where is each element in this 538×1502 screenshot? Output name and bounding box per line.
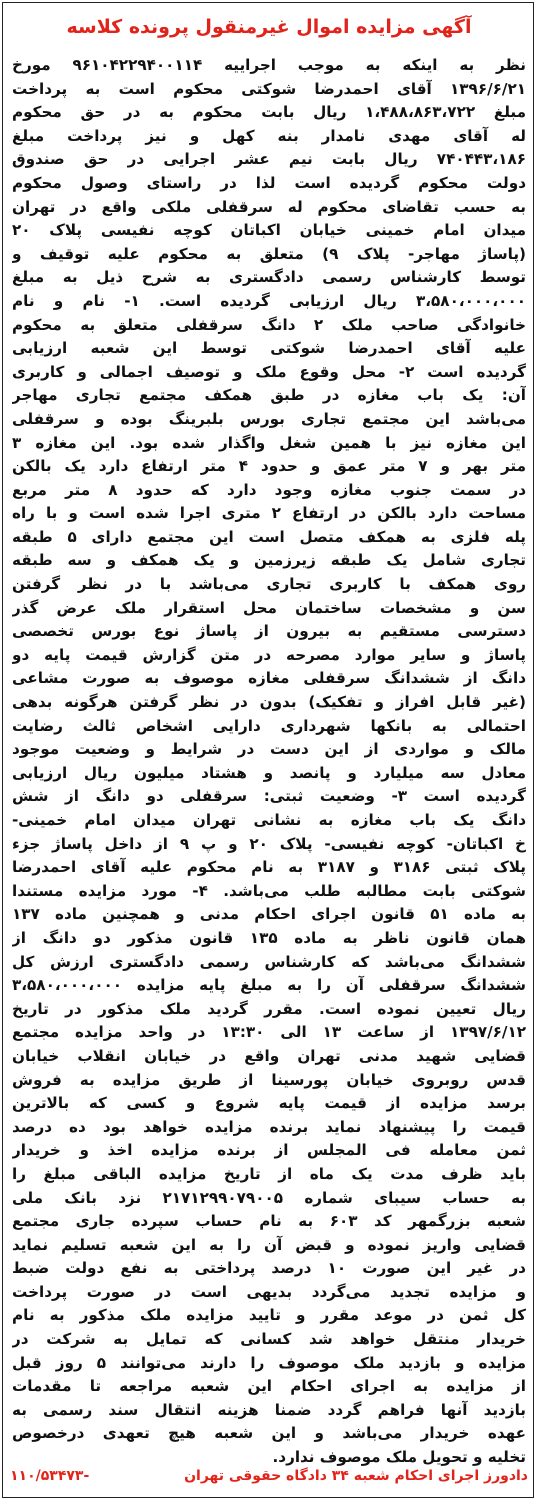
notice-line: به حسب تقاضای محکوم له سرقفلی ملکی واقع در تهران <box>12 197 526 216</box>
notice-line: قضایی واریز نموده و قبض آن را به این شعبه تسلیم نماید <box>12 1235 526 1254</box>
notice-line: دولت محکوم گردیده است لذا در راستای وصول محکوم <box>12 173 526 192</box>
notice-line: خانوادگی صاحب ملک ۲ دانگ سرقفلی متعلق به محکوم <box>12 315 526 334</box>
notice-line: این مغازه نیز با همین شغل واگذار شده بود. این مغازه ۳ <box>12 433 526 452</box>
notice-line: قضایی شهید مدنی تهران واقع در خیابان انقلاب خیابان <box>12 1046 526 1065</box>
notice-body <box>12 54 526 1467</box>
notice-title: آگهی مزایده اموال غیرمنقول پرونده کلاسه <box>66 16 472 38</box>
notice-line: خ اکباتان- کوچه نفیسی- پلاک ۲۰ و پ ۹ از داخل پاساژ جزء <box>12 834 526 853</box>
notice-line: ششدانگ سرقفلی آن را به مبلغ پایه مزایده ۳،۵۸۰،۰۰۰،۰۰۰ <box>12 976 526 995</box>
notice-line: به حساب سیبای شماره ۲۱۷۱۲۹۹۰۷۹۰۰۵ نزد بانک ملی <box>12 1188 526 1207</box>
notice-line: قدس روبروی خیابان پورسینا از طریق مزایده به فروش <box>12 1070 526 1089</box>
notice-line: تخلیه و تحویل ملک موصوف ندارد. <box>272 1448 526 1467</box>
notice-line: معادل سه میلیارد و پانصد و هشتاد میلیون ریال ارزیابی <box>12 763 526 782</box>
notice-line: ثمن معامله فی المجلس از برنده مزایده اخذ و خریدار <box>12 1141 526 1160</box>
notice-line: می‌باشد این مجتمع تجاری بورس بلبرینگ بوده و سرقفلی <box>12 409 526 428</box>
notice-line: متر بهر و ۷ متر عمق و حدود ۴ متر ارتفاع دارد یک بالکن <box>12 457 526 476</box>
notice-line: دانگ یک باب مغازه به نشانی تهران میدان امام خمینی- <box>12 811 526 829</box>
notice-line: و مزایده تجدید می‌گردد بدیهی است در صورت پرداخت <box>12 1282 526 1301</box>
notice-line: از مزایده به اجرای احکام این شعبه مراجعه تا مقدمات <box>12 1377 526 1396</box>
notice-footer <box>10 1468 528 1490</box>
notice-line: پاساژ و سایر موارد مصرحه در متن گزارش قیمت پایه دو <box>12 645 526 664</box>
notice-line: نظر به اینکه به موجب اجراییه ۹۶۱۰۴۲۲۹۴۰۰۱۱۴ مورخ <box>12 56 526 74</box>
notice-line: عهده خریدار می‌باشد و این شعبه هیچ تعهدی درخصوص <box>12 1424 526 1443</box>
notice-line: ششدانگ می‌باشد که کارشناس رسمی دادگستری ارزش کل <box>12 952 526 971</box>
notice-line: ۷۴۰۴۴۳،۱۸۶ ریال بابت نیم عشر اجرایی در حق صندوق <box>12 150 526 169</box>
signature: دادورز اجرای احکام شعبه ۳۴ دادگاه حقوقی تهران <box>184 1468 528 1484</box>
notice-line: (غیر قابل افراز و تفکیک) بدون در نظر گرفتن هرگونه بدهی <box>12 693 526 712</box>
notice-line: گردیده است ۲- محل وقوع ملک و توصیف اجمالی و کاربری <box>12 362 526 381</box>
notice-line: همان قانون ناظر به ماده ۱۳۵ قانون مذکور دو دانگ از <box>12 928 526 947</box>
notice-line: ۱۳۹۶/۶/۲۱ آقای احمدرضا شوکتی محکوم است به پرداخت <box>12 79 526 98</box>
notice-line: شوکتی بابت مطالبه طلب می‌باشد. ۴- مورد مزایده مستندا <box>12 881 526 900</box>
notice-line: دسترسی مستقیم به بیرون از پاساژ نوع بورس تخصصی <box>12 622 526 641</box>
notice-line: علیه آقای احمدرضا شوکتی توسط این شعبه ارزیابی <box>12 339 526 358</box>
notice-line: در غیر این صورت ۱۰ درصد پرداختی به نفع دولت ضبط <box>12 1259 526 1278</box>
notice-line: دانگ از ششدانگ سرقفلی مغازه موصوف به صورت مشاعی <box>12 669 526 688</box>
notice-line: به ماده ۵۱ قانون اجرای احکام مدنی و همچنین ماده ۱۳۷ <box>12 905 526 924</box>
notice-line: سن و مشخصات ساختمان محل استقرار ملک عرض گذر <box>12 598 526 617</box>
notice-line: شعبه بزرگمهر کد ۶۰۳ به نام حساب سپرده جاری مجتمع <box>12 1212 526 1231</box>
notice-line: (پاساژ مهاجر- پلاک ۹) متعلق به محکوم علیه توقیف و <box>12 244 526 263</box>
notice-line: بازدید آنها فراهم گردد ضمنا هزینه انتقال سند رسمی به <box>12 1400 526 1419</box>
notice-line: ۳،۵۸۰،۰۰۰،۰۰۰ ریال ارزیابی گردیده است. ۱- نام و نام <box>12 291 526 310</box>
notice-line: خریدار منتقل خواهد شد کسانی که تمایل به شرکت در <box>12 1330 526 1349</box>
notice-line: مزایده و بازدید ملک موصوف را دارند می‌توانند ۵ روز قبل <box>12 1353 526 1372</box>
notice-line: در سمت جنوب مغازه وجود دارد که حدود ۸ متر مربع <box>12 480 526 499</box>
notice-line: مبلغ ۱،۴۸۸،۸۶۳،۷۲۲ ریال بابت محکوم به در حق محکوم <box>12 103 526 122</box>
notice-line: پله فلزی به همکف متصل است این مجتمع دارای ۵ طبقه <box>12 527 526 546</box>
notice-line: پلاک ثبتی ۳۱۸۶ و ۳۱۸۷ به نام محکوم علیه آقای احمدرضا <box>12 858 526 877</box>
notice-line: قیمت را پیشنهاد نماید برنده مزایده خواهد بود ده درصد <box>12 1117 526 1136</box>
notice-line: توسط کارشناس رسمی دادگستری به شرح ذیل به مبلغ <box>12 268 526 287</box>
notice-line: ۱۳۹۷/۶/۱۲ از ساعت ۱۳ الی ۱۳:۳۰ در واحد مزایده مجتمع <box>12 1023 526 1042</box>
notice-line: گردیده است ۳- وضعیت ثبتی: سرقفلی دو دانگ از شش <box>12 787 526 806</box>
notice-line: له آقای مهدی نامدار بنه کهل و نیز پرداخت مبلغ <box>12 126 526 145</box>
notice-line: کل ثمن در موعد مقرر و تایید مزایده ملک مذکور به نام <box>12 1306 526 1325</box>
notice-line: مساحت دارد بالکن در ارتفاع ۲ متری اجرا شده است و با راه <box>12 504 526 523</box>
notice-line: باید ظرف مدت یک ماه از تاریخ مزایده الباقی مبلغ را <box>12 1164 526 1183</box>
notice-line: آن: یک باب مغازه در طبق همکف مجتمع تجاری مهاجر <box>12 386 526 405</box>
notice-code: ۱۱۰/۵۳۴۷۳- <box>10 1468 90 1484</box>
notice-line: تجاری شامل یک طبقه زیرزمین و یک همکف و سه طبقه <box>12 551 526 570</box>
notice-line: روی همکف با کاربری تجاری می‌باشد با در نظر گرفتن <box>12 575 526 594</box>
notice-line: مالک و مواردی از این دست در شرایط و وضعیت موجود <box>12 740 526 759</box>
notice-line: برسد مزایده از قیمت پایه شروع و کسی که بالاترین <box>12 1094 526 1113</box>
notice-line: احتمالی به بانکها شهرداری دارایی اشخاص ثالث رضایت <box>12 716 526 735</box>
notice-line: میدان امام خمینی خیابان اکباتان کوچه نفیسی پلاک ۲۰ <box>12 221 526 240</box>
notice-line: ریال تعیین نموده است. مقرر گردید ملک مذکور در تاریخ <box>12 999 526 1018</box>
